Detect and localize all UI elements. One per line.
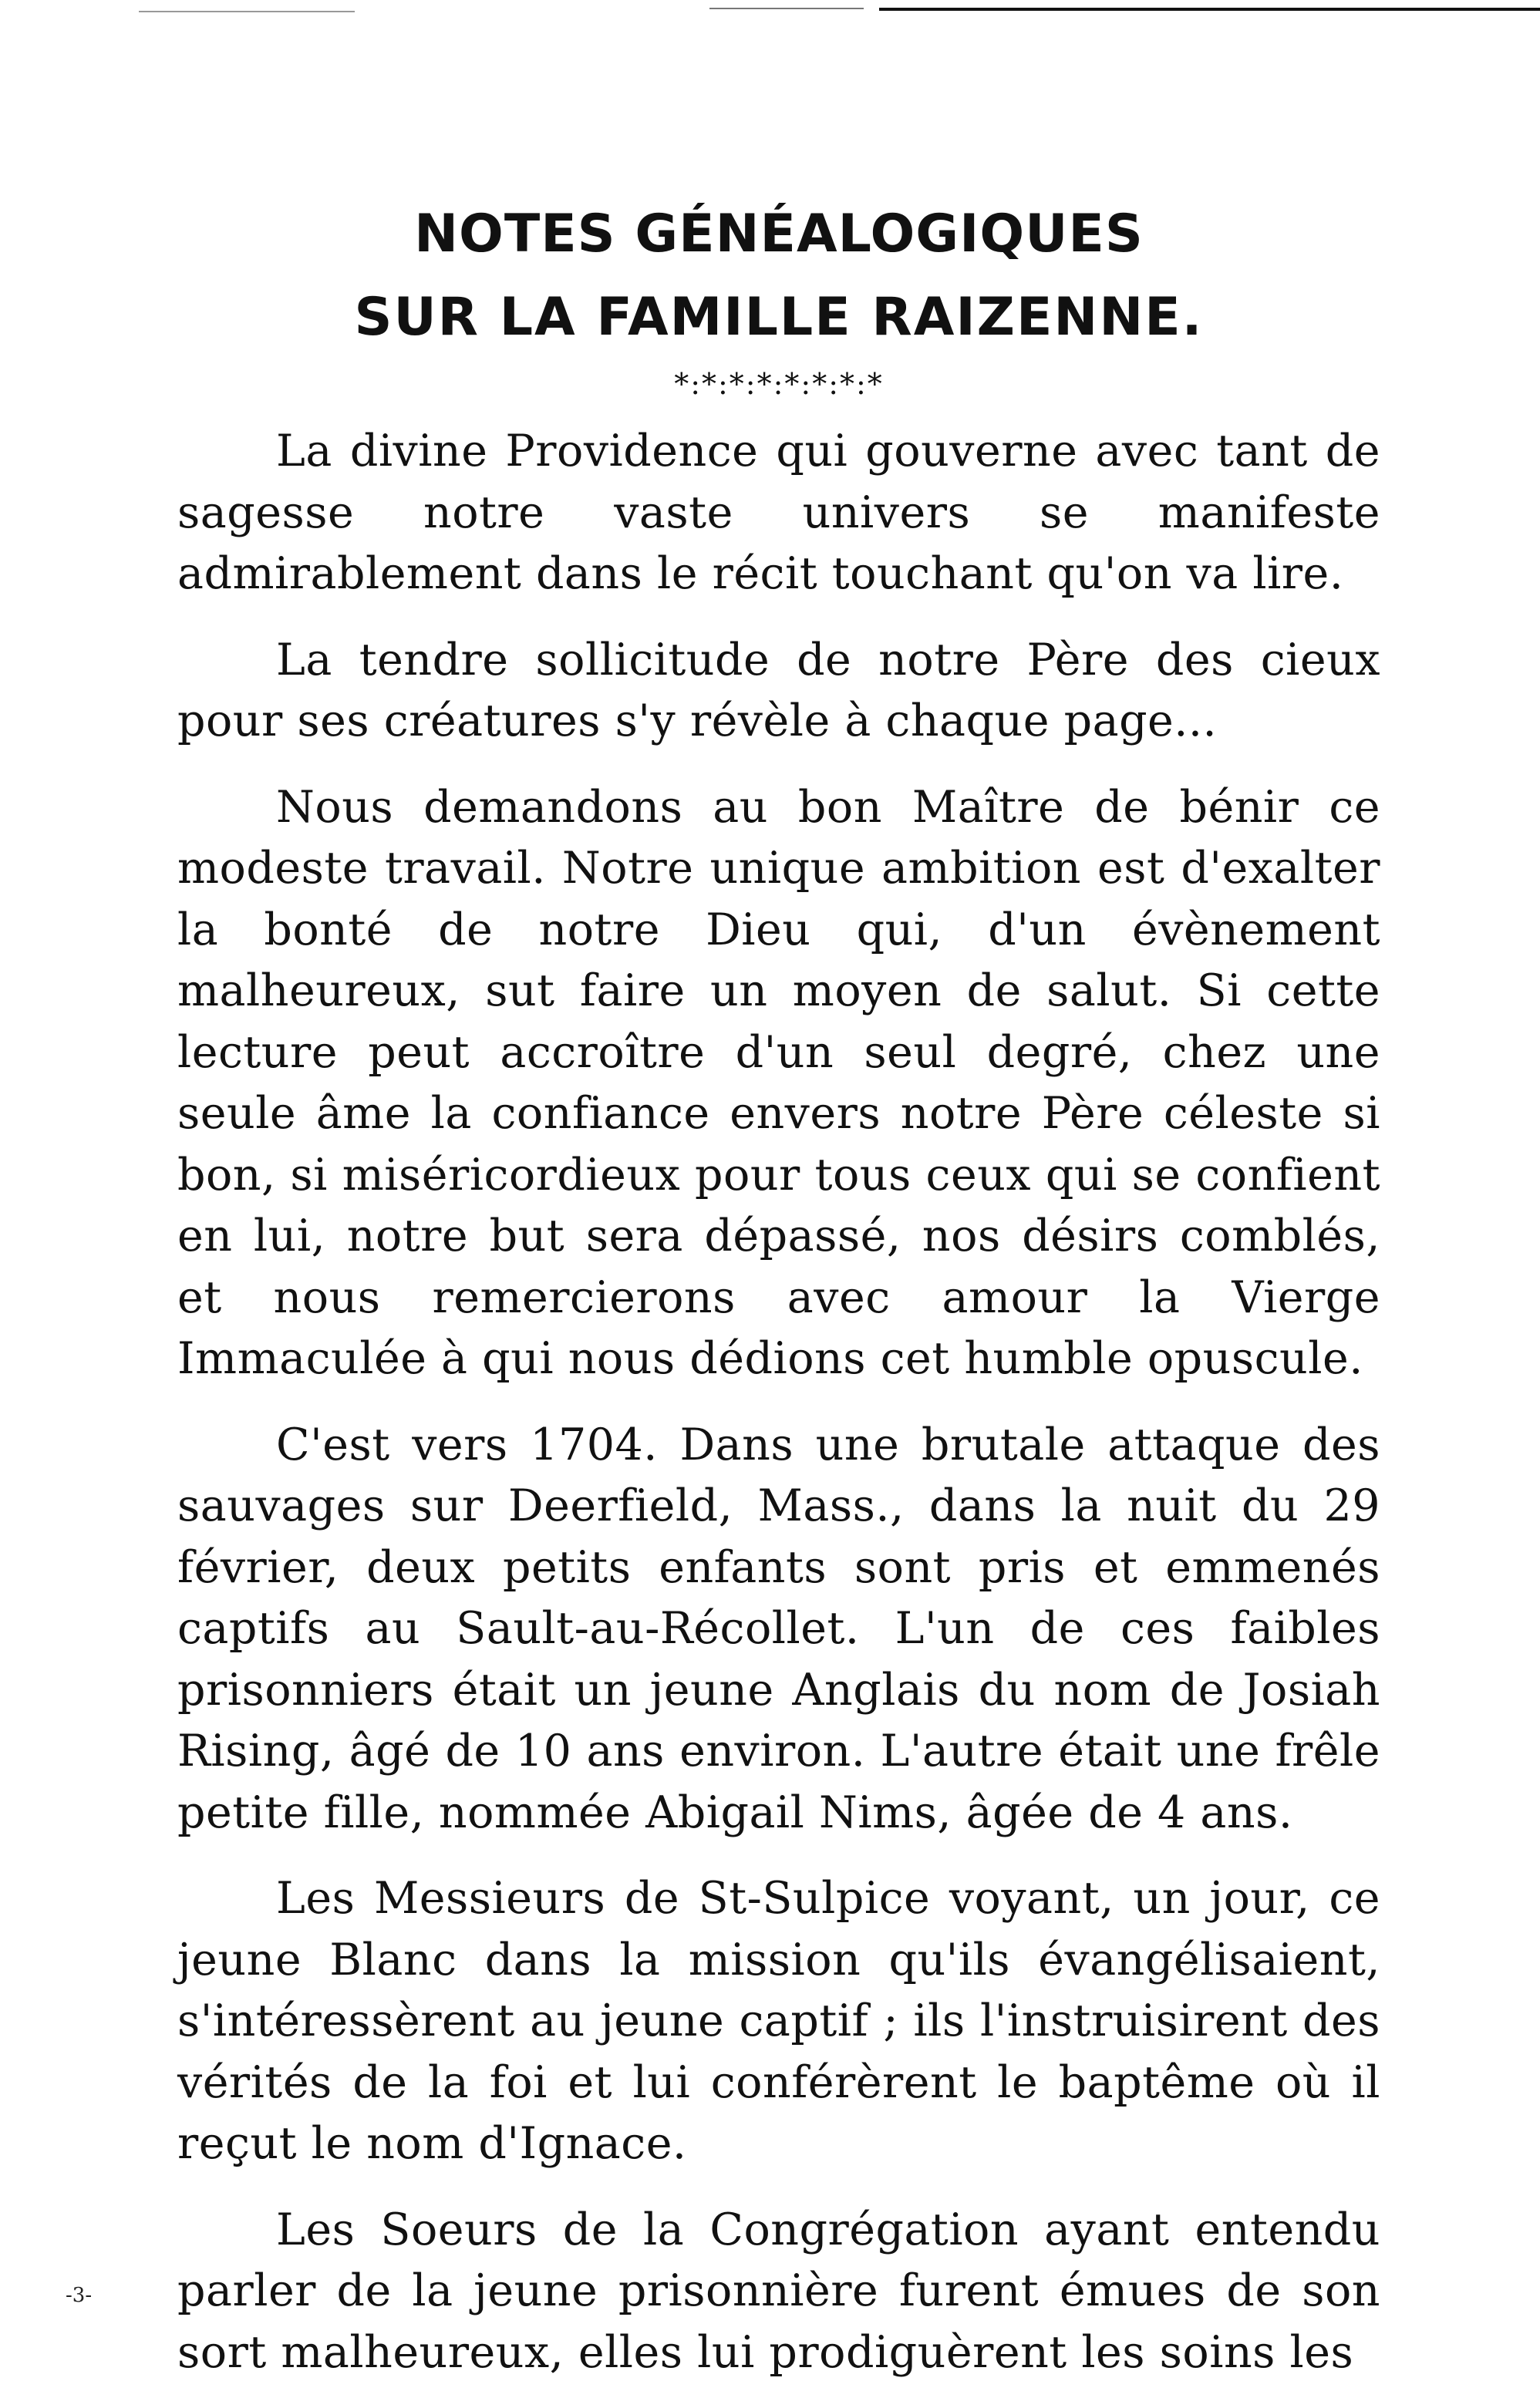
- paragraph-2: La tendre sollicitude de notre Père des cieux pour ses créatures s'y révèle à chaque page...: [177, 634, 1380, 746]
- document-page: [177, 193, 1380, 2408]
- paragraph-3: Nous demandons au bon Maître de bénir ce modeste travail. Notre unique ambition est d'exalter la bonté de notre Dieu qui, d'un évènement malheureux, sut faire un moyen de salut. Si cette lecture peut accroître d'un seul degré, chez une seule âme la confiance envers notre Père céleste si bon, si miséricordieux pour tous ceux qui se confient en lui, notre but sera dépassé, nos désirs comblés, et nous remercierons avec amour la Vierge Immaculée à qui nous dédions cet humble opuscule.: [177, 781, 1380, 1384]
- scan-rule-middle: [709, 8, 864, 9]
- paragraph-6: Les Soeurs de la Congrégation ayant entendu parler de la jeune prisonnière furent émues de son sort malheureux, elles lui prodiguèrent les soins les: [177, 2204, 1380, 2378]
- paragraph-4: C'est vers 1704. Dans une brutale attaque des sauvages sur Deerfield, Mass., dans la nuit du 29 février, deux petits enfants sont pris et emmenés captifs au Sault-au-Récollet. L'un de ces faibles prisonniers était un jeune Anglais du nom de Josiah Rising, âgé de 10 ans environ. L'autre était une frêle petite fille, nommée Abigail Nims, âgée de 4 ans.: [177, 1419, 1380, 1838]
- title-line-2: SUR LA FAMILLE RAIZENNE.: [354, 287, 1204, 348]
- page-title: [177, 193, 1380, 359]
- scan-rule-top: [879, 8, 1540, 11]
- page-number: -3-: [66, 2284, 93, 2307]
- title-line-1: NOTES GÉNÉALOGIQUES: [414, 204, 1144, 264]
- paragraph-5: Les Messieurs de St-Sulpice voyant, un jour, ce jeune Blanc dans la mission qu'ils évangélisaient, s'intéressèrent au jeune captif ; ils l'instruisirent des vérités de la foi et lui conférèrent le baptême où il reçut le nom d'Ignace.: [177, 1873, 1380, 2169]
- scan-rule-left: [139, 11, 355, 12]
- paragraph-1: La divine Providence qui gouverne avec tant de sagesse notre vaste univers se manifeste admirablement dans le récit touchant qu'on va lire.: [177, 426, 1380, 599]
- ornamental-divider: *:*:*:*:*:*:*:*: [674, 367, 884, 401]
